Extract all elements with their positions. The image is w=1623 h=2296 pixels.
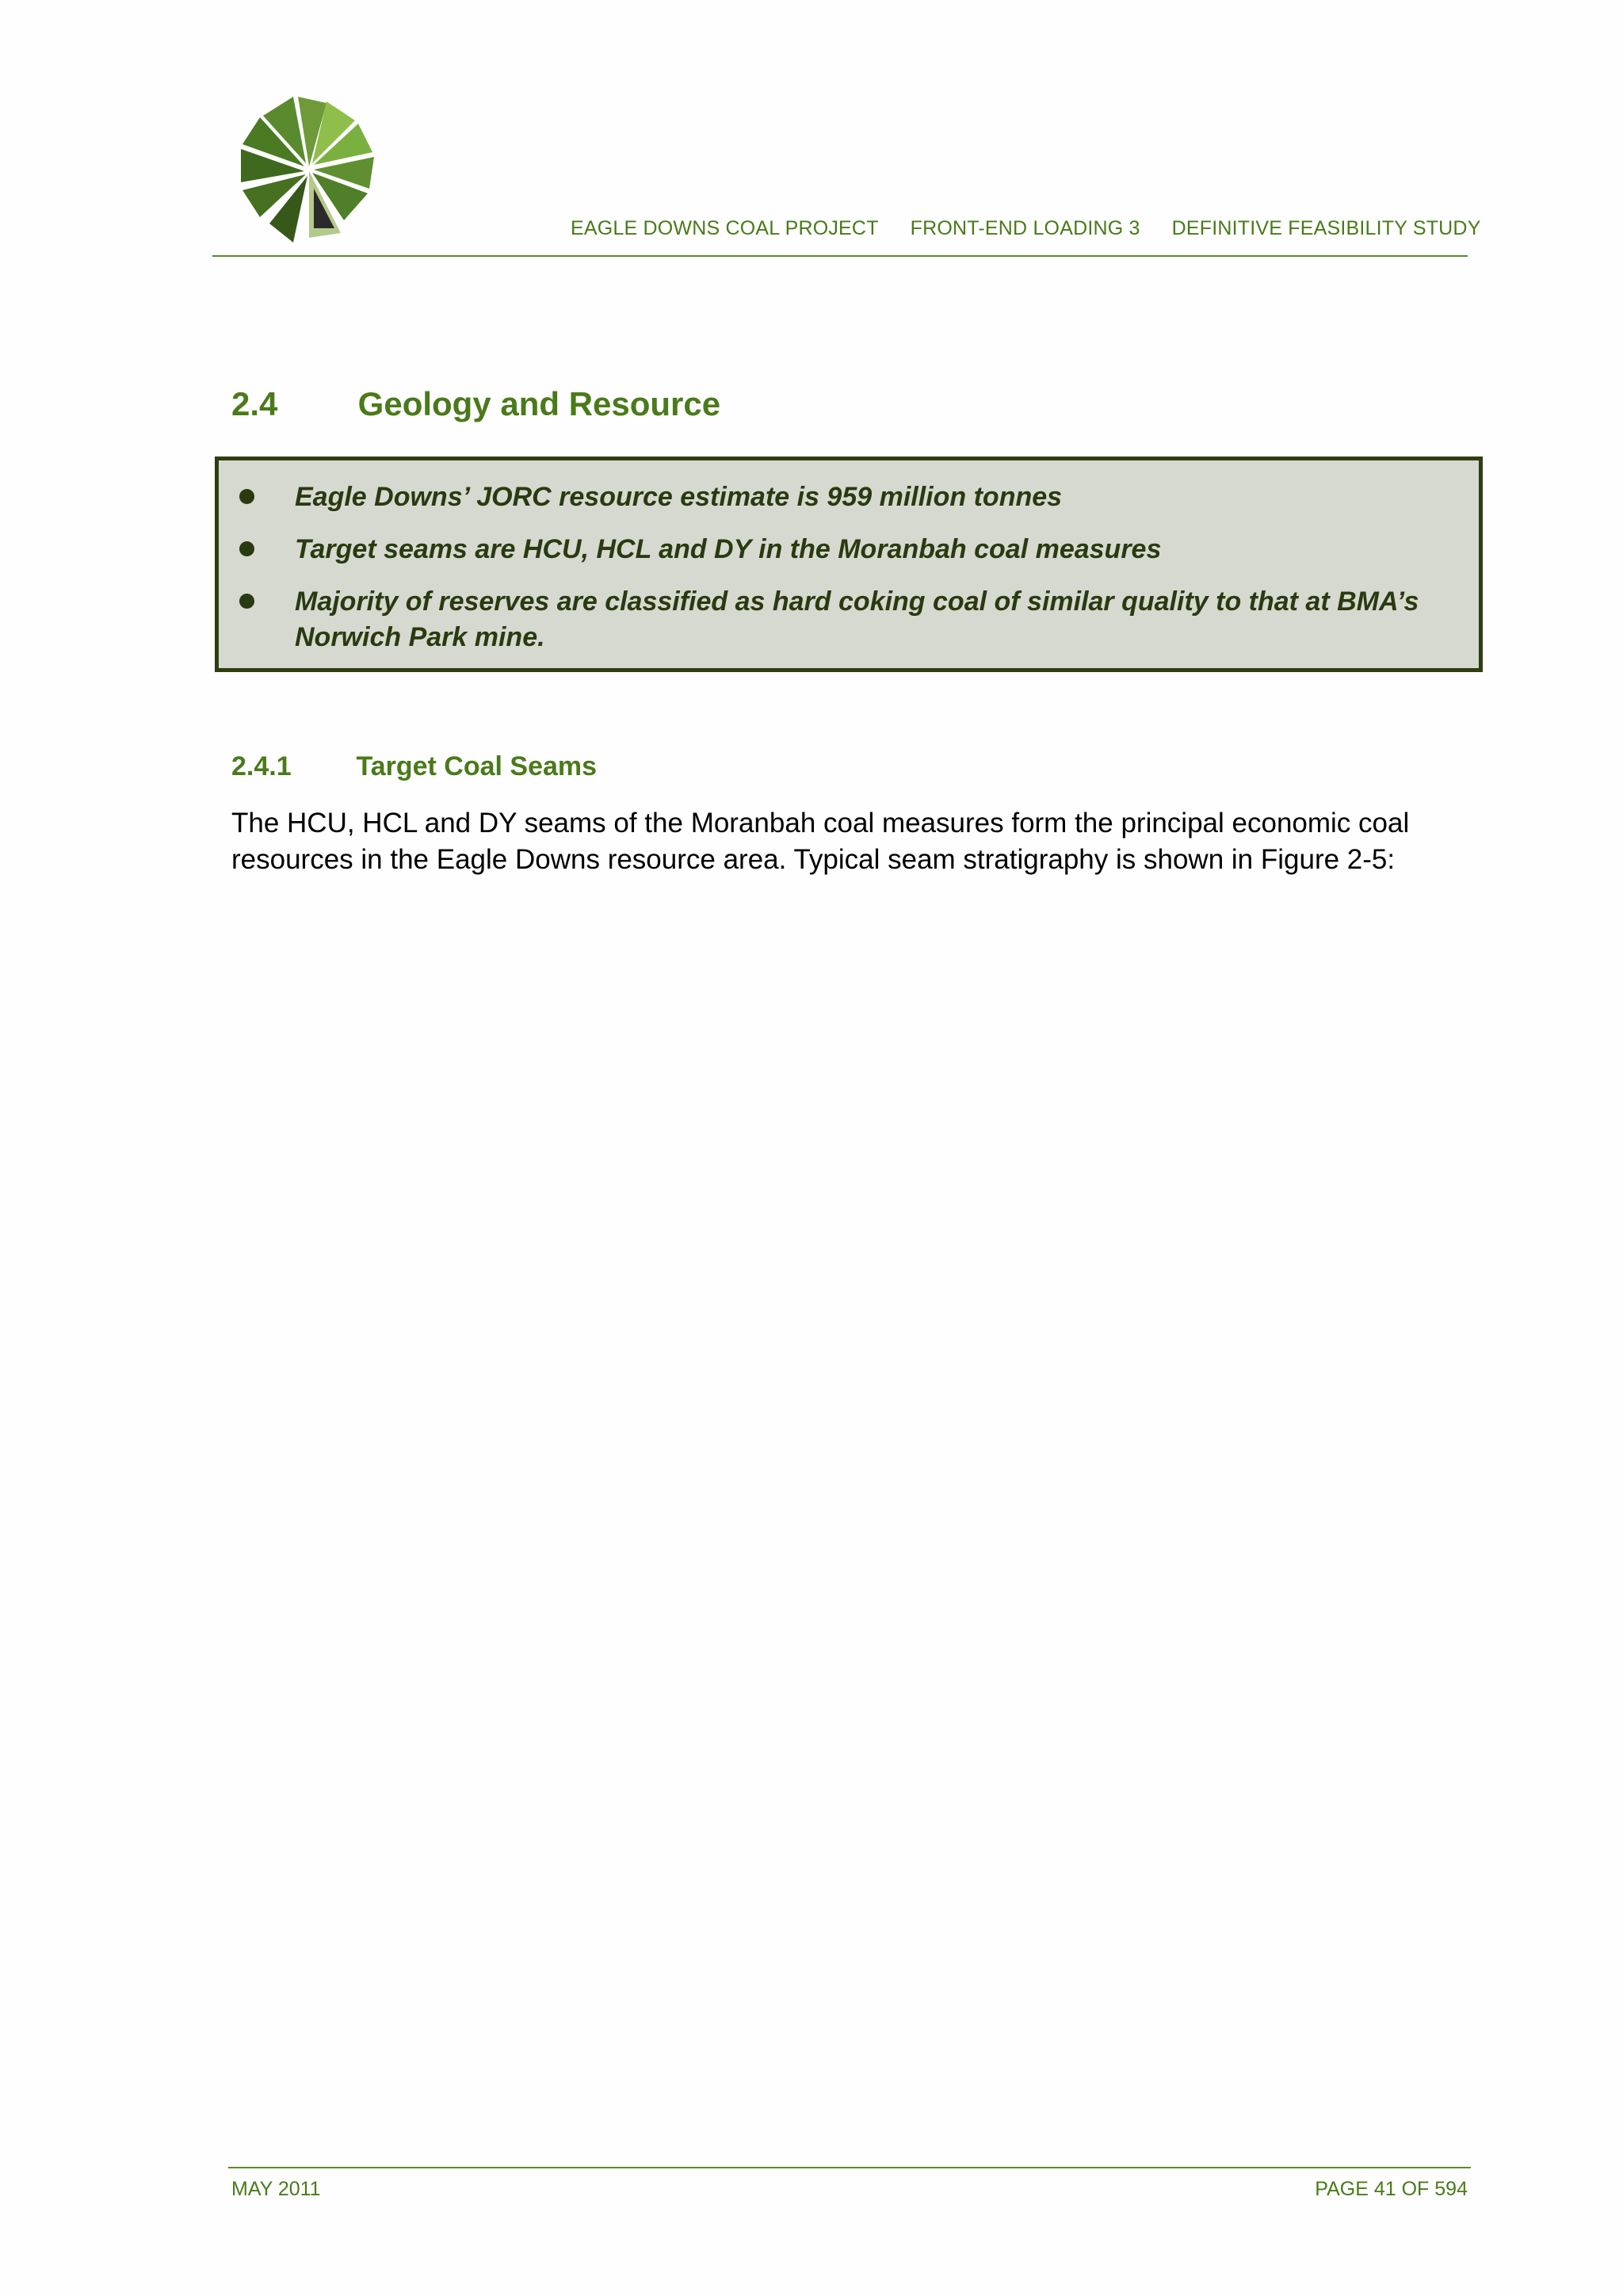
subsection-title: Target Coal Seams [356,751,598,781]
footer-page-number: PAGE 41 OF 594 [1315,2178,1468,2200]
footer-divider [228,2167,1471,2168]
key-point-text: Target seams are HCU, HCL and DY in the Moranbah coal measures [295,534,1162,564]
bullet-icon [239,541,254,556]
header-project: EAGLE DOWNS COAL PROJECT [571,217,879,239]
list-item [219,479,1479,515]
pinwheel-logo-icon [230,87,388,246]
diamond-icon [890,224,899,233]
bullet-icon [239,594,254,609]
key-point-text: Majority of reserves are classified as hard coking coal of similar quality to that at BMA’s Norwich Park mine. [295,586,1419,652]
header-study: DEFINITIVE FEASIBILITY STUDY [1171,217,1481,239]
running-header [571,217,1481,240]
footer-date: MAY 2011 [231,2178,321,2200]
header-divider [212,255,1468,257]
subsection-number: 2.4.1 [231,751,292,781]
body-paragraph: The HCU, HCL and DY seams of the Moranbah coal measures form the principal economic coal resources in the Eagle Downs resource area. Typical seam stratigraphy is shown in Figure 2-5: [231,808,1410,875]
section-title: Geology and Resource [357,385,721,422]
list-item [219,532,1479,567]
diamond-icon [1151,224,1160,233]
key-point-text: Eagle Downs’ JORC resource estimate is 959 million tonnes [295,482,1063,512]
section-number: 2.4 [231,385,278,422]
header-phase: FRONT-END LOADING 3 [910,217,1140,239]
bullet-icon [239,489,254,504]
section-heading [231,385,720,423]
list-item [219,584,1479,655]
key-points-box [215,457,1483,672]
key-points-list [219,479,1479,672]
subsection-heading [231,751,597,782]
